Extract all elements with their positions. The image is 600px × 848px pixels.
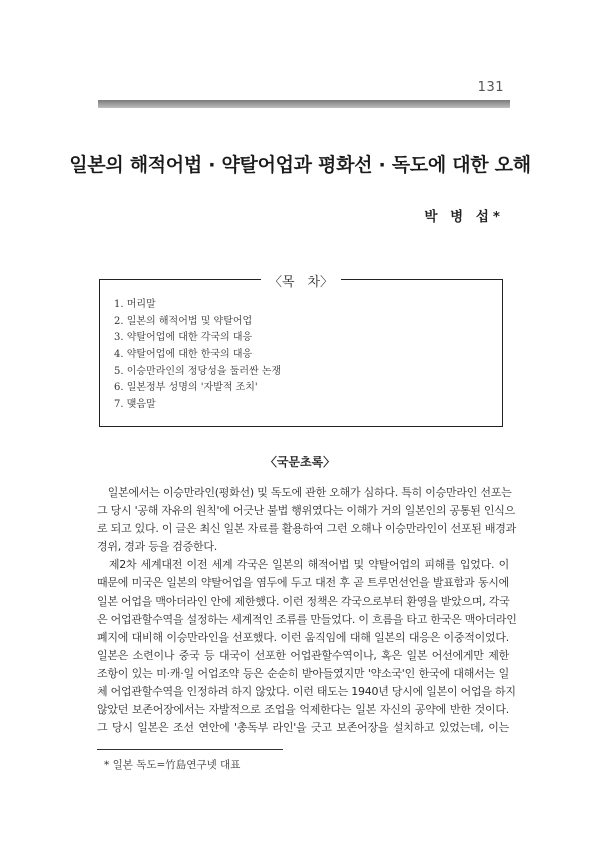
abstract-line: 않았던 보존어장에서는 자발적으로 조업을 억제한다는 일본 자신의 공약에 반한 것이다. xyxy=(97,703,509,717)
toc-item: 5. 이승만라인의 정당성을 둘러싼 논쟁 xyxy=(114,365,282,377)
toc-list xyxy=(114,297,281,414)
abstract-line: 그 당시 '공해 자유의 원칙'에 어긋난 불법 행위였다는 이해가 거의 일본인의 공통된 인식으 xyxy=(97,504,516,518)
abstract-line: 은 어업관할수역을 설정하는 세계적인 조류를 만들었다. 이 흐름을 타고 한국은 맥아더라인 xyxy=(97,612,517,626)
abstract-line: 제2차 세계대전 이전 세계 각국은 일본의 해적어법 및 약탈어업의 피해를 입었다. 이 xyxy=(97,558,509,572)
abstract-line: 체 어업관할수역을 인정하려 하지 않았다. 이런 태도는 1940년 당시에 일본이 어업을 하지 xyxy=(97,685,516,699)
toc-item: 4. 약탈어업에 대한 한국의 대응 xyxy=(114,349,253,361)
toc-item: 6. 일본정부 성명의 '자발적 조치' xyxy=(114,382,258,394)
toc-item: 1. 머리말 xyxy=(114,299,156,310)
toc-heading: 〈목 차〉 xyxy=(261,275,341,290)
author-name: 박 병 섭* xyxy=(424,209,504,225)
abstract-body xyxy=(97,484,517,737)
abstract-line: 일본에서는 이승만라인(평화선) 및 독도에 관한 오해가 심하다. 특히 이승만라인 선포는 xyxy=(97,486,512,499)
abstract-line: 조항이 있는 미·캐·일 어업조약 등은 순순히 받아들였지만 '약소국'인 한국에 대해서는 일 xyxy=(97,666,509,680)
toc-item: 2. 일본의 해적어법 및 약탈어업 xyxy=(114,315,253,327)
table-of-contents-box xyxy=(99,275,503,427)
abstract-line: 때문에 미국은 일본의 약탈어업을 염두에 두고 대전 후 곧 트루먼선언을 발표함과 동시에 xyxy=(97,576,509,590)
header-rule xyxy=(98,100,510,108)
toc-item: 7. 맺음말 xyxy=(114,399,156,411)
abstract-line: 로 되고 있다. 이 글은 최신 일본 자료를 활용하여 그런 오해나 이승만라인이 선포된 배경과 xyxy=(97,522,516,536)
footnote-rule xyxy=(97,749,283,750)
abstract-line: 일본 어업을 맥아더라인 안에 제한했다. 이런 정책은 각국으로부터 환영을 받았으며, 각국 xyxy=(97,594,510,608)
toc-heading-wrap xyxy=(100,271,502,290)
abstract-line: 폐지에 대비해 이승만라인을 선포했다. 이런 움직임에 대해 일본의 대응은 이중적이었다. xyxy=(97,630,509,644)
abstract-line: 그 당시 일본은 조선 연안에 '총독부 라인'을 긋고 보존어장을 설치하고 있었는데, 이는 xyxy=(97,721,509,735)
footnote: * 일본 독도=竹島연구넷 대표 xyxy=(104,759,241,771)
abstract-line: 일본은 소련이나 중국 등 대국이 선포한 어업관할수역이나, 혹은 일본 어선에게만 제한 xyxy=(97,648,509,662)
article-title: 일본의 해적어법 · 약탈어업과 평화선 · 독도에 대한 오해 xyxy=(69,154,531,176)
abstract-line: 경위, 경과 등을 검증한다. xyxy=(97,540,217,554)
toc-item: 3. 약탈어업에 대한 각국의 대응 xyxy=(114,332,253,344)
abstract-heading: 〈국문초록〉 xyxy=(264,455,336,469)
page-number: 131 xyxy=(477,80,504,95)
